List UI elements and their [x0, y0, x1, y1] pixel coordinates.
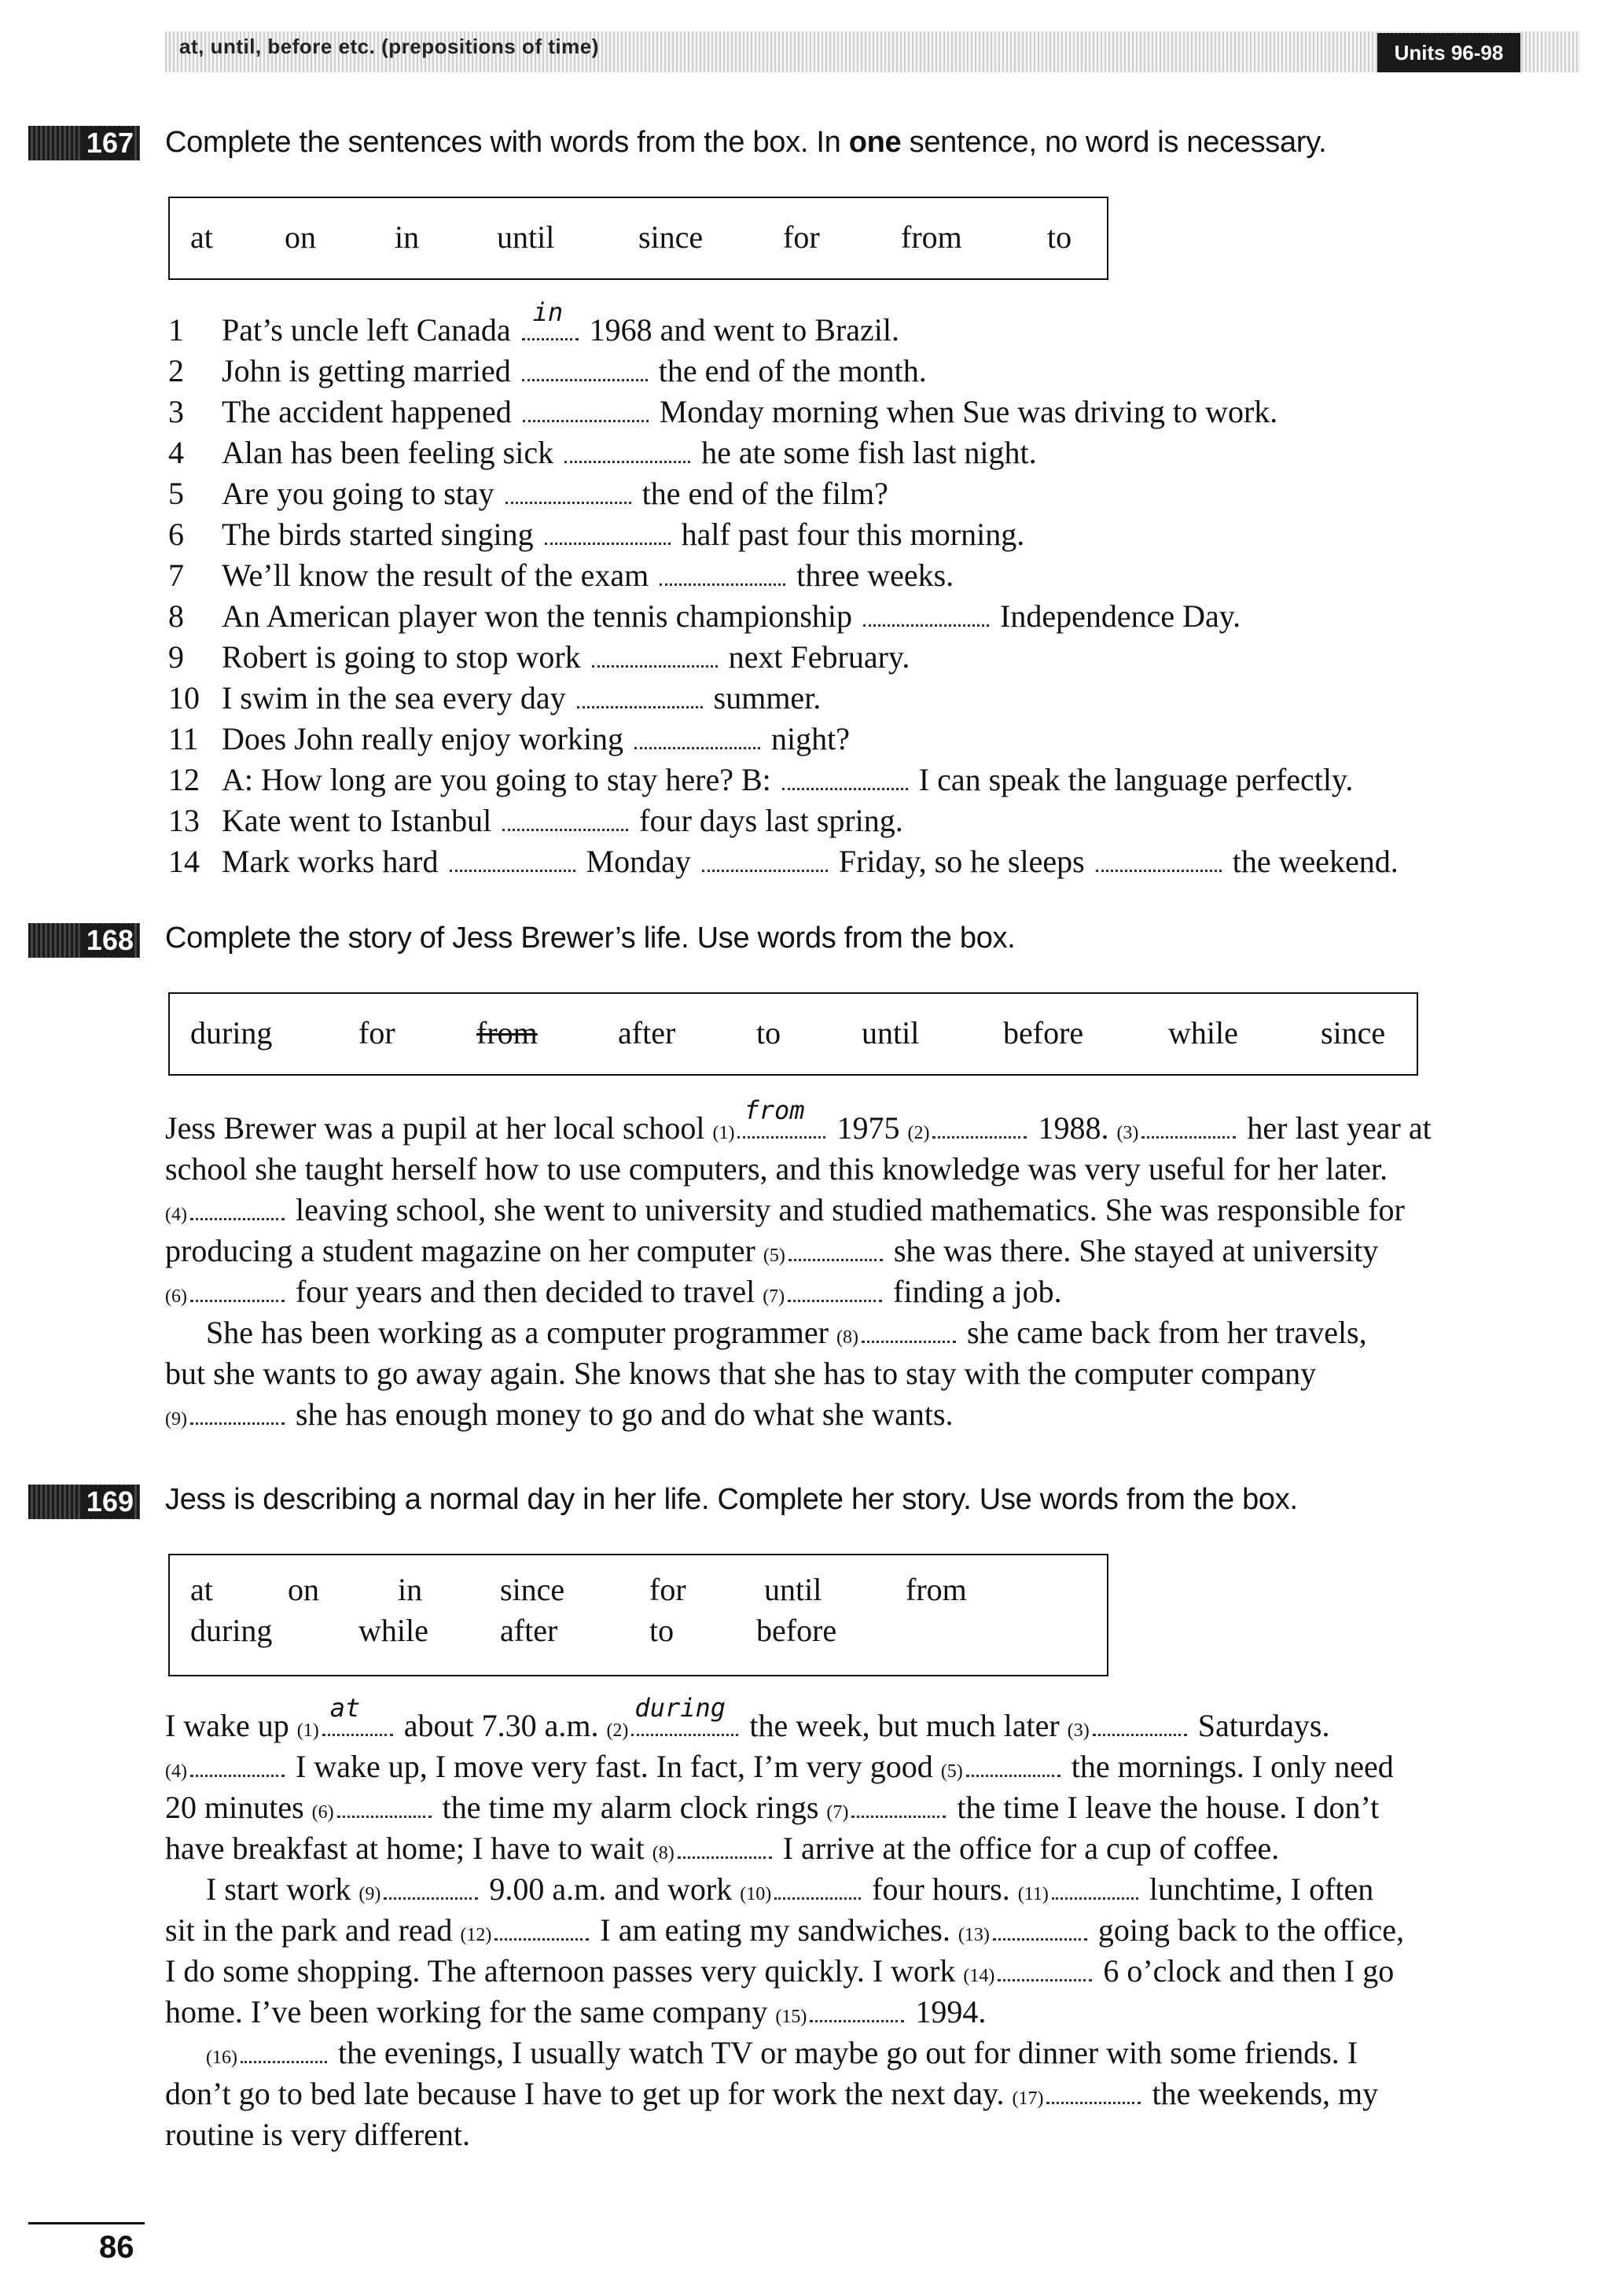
- sentence-text: John is getting married: [222, 353, 519, 388]
- sentence-3: [168, 392, 1277, 432]
- word-item: while: [358, 1613, 428, 1648]
- story-text: 9.00 a.m. and work: [489, 1871, 733, 1907]
- story-text: don’t go to bed late because I have to get up for work the next day.: [165, 2076, 1005, 2111]
- word-item: for: [783, 219, 820, 255]
- answer-gap[interactable]: [810, 1998, 904, 2022]
- answer-gap[interactable]: [993, 1916, 1087, 1941]
- word-item: until: [862, 1015, 920, 1050]
- sentence-number: 8: [168, 598, 184, 634]
- story-text: 20 minutes: [165, 1790, 304, 1825]
- instruction-text: sentence, no word is necessary.: [901, 126, 1327, 159]
- handwritten-answer: in: [532, 297, 564, 327]
- answer-gap[interactable]: [505, 480, 631, 504]
- story169-line-6: [165, 1911, 1404, 1950]
- story-text: four hours.: [872, 1871, 1010, 1907]
- sentence-10: [168, 679, 821, 718]
- word-item: before: [756, 1613, 837, 1648]
- word-item: since: [1321, 1015, 1386, 1050]
- answer-gap[interactable]: [634, 725, 760, 749]
- sentence-text: night?: [763, 721, 850, 756]
- sentence-13: [168, 801, 903, 841]
- gap-label: (15): [775, 2007, 807, 2027]
- answer-gap[interactable]: [564, 439, 690, 463]
- word-item: from: [906, 1572, 967, 1607]
- story168-line-6: [206, 1313, 1367, 1352]
- gap-label: (14): [963, 1966, 995, 1986]
- story-text: but she wants to go away again. She knows that she has to stay with the computer company: [165, 1356, 1317, 1391]
- gap-label: (6): [165, 1286, 187, 1307]
- gap-label: (9): [358, 1884, 381, 1904]
- word-box-168: [168, 992, 1418, 1076]
- story-text: her last year at: [1247, 1110, 1432, 1146]
- answer-gap[interactable]: [702, 848, 828, 872]
- story169-line-5: [206, 1870, 1373, 1909]
- answer-gap[interactable]: [190, 1196, 285, 1220]
- story-text: I am eating my sandwiches.: [600, 1912, 950, 1948]
- word-item: for: [358, 1015, 395, 1050]
- answer-gap[interactable]: [337, 1794, 432, 1818]
- word-item: until: [497, 219, 555, 255]
- gap-label: (2): [606, 1720, 629, 1741]
- word-item: after: [618, 1015, 676, 1050]
- story-text: four years and then decided to travel: [295, 1274, 755, 1309]
- story-text: the time my alarm clock rings: [442, 1790, 819, 1825]
- sentence-14: [168, 842, 1399, 881]
- answer-gap[interactable]: [1052, 1875, 1138, 1900]
- answer-gap[interactable]: [450, 848, 575, 872]
- answer-gap[interactable]: [522, 357, 648, 381]
- story-text: She has been working as a computer programmer: [206, 1315, 829, 1350]
- story-text: home. I’ve been working for the same company: [165, 1994, 768, 2029]
- sentence-text: 1968 and went to Brazil.: [581, 312, 900, 348]
- answer-gap[interactable]: [190, 1753, 285, 1777]
- answer-gap[interactable]: [190, 1278, 285, 1302]
- story-text: Saturdays.: [1197, 1708, 1330, 1743]
- sentence-text: the end of the month.: [650, 353, 927, 388]
- sentence-text: The birds started singing: [222, 517, 542, 552]
- story-text: have breakfast at home; I have to wait: [165, 1831, 645, 1866]
- story-text: 1988.: [1038, 1110, 1109, 1146]
- gap-label: (4): [165, 1761, 187, 1782]
- story-text: about 7.30 a.m.: [403, 1708, 599, 1743]
- word-item: at: [190, 219, 213, 255]
- story-text: the weekends, my: [1152, 2076, 1379, 2111]
- word-box-169: [168, 1554, 1108, 1676]
- story169-line-9: [206, 2033, 1358, 2073]
- sentence-text: he ate some fish last night.: [693, 435, 1037, 470]
- story-text: she has enough money to go and do what she wants.: [295, 1396, 954, 1432]
- answer-gap[interactable]: [1141, 1114, 1236, 1139]
- gap-label: (2): [907, 1123, 930, 1143]
- exercise-168-number: 168: [82, 924, 134, 957]
- answer-gap[interactable]: [384, 1875, 478, 1900]
- word-item: after: [500, 1613, 558, 1648]
- story169-line-1: [165, 1693, 1330, 1746]
- sentence-number: 6: [168, 517, 184, 552]
- answer-gap[interactable]: [494, 1916, 589, 1941]
- story-text: 1994.: [915, 1994, 987, 2029]
- exercise-168-instruction: Complete the story of Jess Brewer’s life. Use words from the box.: [165, 922, 1016, 955]
- answer-gap[interactable]: [788, 1237, 883, 1261]
- sentence-text: four days last spring.: [631, 803, 903, 838]
- gap-label: (3): [1067, 1720, 1090, 1741]
- sentence-text: Friday, so he sleeps: [830, 844, 1093, 879]
- story-text: the time I leave the house. I don’t: [957, 1790, 1380, 1825]
- story-text: going back to the office,: [1097, 1912, 1404, 1948]
- exercise-169-instruction: Jess is describing a normal day in her life. Complete her story. Use words from the box.: [165, 1483, 1298, 1516]
- gap-label: (17): [1012, 2088, 1044, 2109]
- gap-label: (16): [206, 2048, 237, 2068]
- gap-label: (5): [763, 1246, 785, 1266]
- sentence-11: [168, 719, 850, 759]
- word-item: in: [398, 1572, 423, 1607]
- story168-line-4: [165, 1231, 1378, 1271]
- gap-label: (13): [958, 1925, 990, 1945]
- sentence-number: 3: [168, 394, 184, 429]
- sentence-number: 12: [168, 762, 200, 797]
- word-item-crossed: from: [476, 1015, 538, 1050]
- answer-gap[interactable]: [1093, 1712, 1187, 1736]
- story-text: 6 o’clock and then I go: [1103, 1953, 1395, 1989]
- word-item: from: [901, 219, 962, 255]
- sentence-text: I swim in the sea every day: [222, 680, 574, 716]
- sentence-9: [168, 638, 910, 677]
- story-text: lunchtime, I often: [1149, 1871, 1374, 1907]
- answer-gap[interactable]: [241, 2039, 327, 2063]
- answer-gap[interactable]: [1046, 2080, 1141, 2104]
- sentence-text: We’ll know the result of the exam: [222, 557, 657, 593]
- story169-line-3: [165, 1788, 1379, 1827]
- story169-line-11: [165, 2115, 470, 2154]
- answer-gap[interactable]: [577, 684, 703, 708]
- word-item: since: [638, 219, 704, 255]
- sentence-number: 13: [168, 803, 200, 838]
- sentence-text: summer.: [705, 680, 822, 716]
- sentence-text: A: How long are you going to stay here? B:: [222, 762, 779, 797]
- word-item: to: [756, 1015, 781, 1050]
- answer-gap[interactable]: [631, 1693, 738, 1736]
- story-text: leaving school, she went to university and studied mathematics. She was responsible for: [295, 1192, 1405, 1227]
- answer-gap[interactable]: [545, 521, 671, 545]
- story-text: producing a student magazine on her computer: [165, 1233, 755, 1268]
- sentence-number: 1: [168, 312, 184, 348]
- word-box-167: [168, 197, 1108, 280]
- word-item: on: [288, 1572, 319, 1607]
- story168-line-7: [165, 1354, 1316, 1393]
- sentence-5: [168, 474, 888, 513]
- sentence-number: 10: [168, 680, 200, 716]
- story-text: I wake up: [165, 1708, 289, 1743]
- sentence-2: [168, 351, 927, 391]
- sentence-text: the weekend.: [1224, 844, 1399, 879]
- gap-label: (7): [763, 1286, 785, 1307]
- story-text: she was there. She stayed at university: [893, 1233, 1379, 1268]
- sentence-text: Monday: [578, 844, 699, 879]
- answer-gap[interactable]: [774, 1875, 861, 1900]
- gap-label: (5): [940, 1761, 963, 1782]
- answer-gap[interactable]: [322, 1693, 393, 1736]
- sentence-7: [168, 556, 954, 595]
- answer-gap[interactable]: [660, 561, 785, 586]
- sentence-text: Alan has been feeling sick: [222, 435, 562, 470]
- answer-gap[interactable]: [523, 398, 649, 422]
- story-text: the evenings, I usually watch TV or maybe go out for dinner with some friends. I: [337, 2035, 1358, 2070]
- word-item: until: [764, 1572, 822, 1607]
- handwritten-answer: during: [634, 1693, 726, 1723]
- story169-line-10: [165, 2074, 1378, 2114]
- gap-label: (6): [311, 1802, 334, 1823]
- handwritten-answer: at: [329, 1693, 361, 1723]
- sentence-text: Kate went to Istanbul: [222, 803, 500, 838]
- story168-line-5: [165, 1272, 1062, 1312]
- gap-label: (7): [826, 1802, 849, 1823]
- word-item: while: [1168, 1015, 1238, 1050]
- answer-gap[interactable]: [190, 1400, 285, 1425]
- page-number-rule: [28, 2222, 145, 2224]
- answer-gap[interactable]: [592, 643, 718, 668]
- exercise-169-badge: [28, 1485, 140, 1519]
- sentence-number: 5: [168, 476, 184, 511]
- gap-label: (12): [460, 1925, 492, 1945]
- story169-line-7: [165, 1952, 1394, 1991]
- word-item: during: [190, 1015, 273, 1050]
- word-item: to: [1047, 219, 1072, 255]
- sentence-number: 2: [168, 353, 184, 388]
- units-tab: Units 96-98: [1377, 33, 1520, 72]
- story-text: sit in the park and read: [165, 1912, 453, 1948]
- sentence-number: 9: [168, 639, 184, 675]
- word-item: during: [190, 1613, 273, 1648]
- word-item: on: [285, 219, 316, 255]
- story-text: the mornings. I only need: [1071, 1749, 1394, 1784]
- answer-gap[interactable]: [737, 1095, 825, 1139]
- answer-gap[interactable]: [863, 602, 989, 627]
- story-text: Jess Brewer was a pupil at her local school: [165, 1110, 705, 1146]
- gap-label: (8): [836, 1327, 858, 1348]
- gap-label: (1): [712, 1123, 735, 1143]
- story-text: routine is very different.: [165, 2117, 471, 2152]
- sentence-8: [168, 597, 1241, 636]
- exercise-167-instruction: [165, 126, 1326, 160]
- answer-gap[interactable]: [851, 1794, 946, 1818]
- gap-label: (9): [165, 1409, 187, 1429]
- story168-line-1: [165, 1095, 1432, 1148]
- answer-gap[interactable]: [502, 807, 628, 831]
- story169-line-2: [165, 1747, 1394, 1786]
- sentence-text: Does John really enjoy working: [222, 721, 632, 756]
- word-item: in: [395, 219, 420, 255]
- section-title: at, until, before etc. (prepositions of time): [179, 35, 599, 58]
- answer-gap[interactable]: [678, 1834, 772, 1859]
- sentence-1: [168, 297, 900, 350]
- word-item: since: [500, 1572, 565, 1607]
- answer-gap[interactable]: [998, 1957, 1092, 1981]
- word-item: to: [649, 1613, 675, 1648]
- word-item: at: [190, 1572, 213, 1607]
- sentence-text: the end of the film?: [634, 476, 888, 511]
- sentence-text: Mark works hard: [222, 844, 447, 879]
- story-text: 1975: [836, 1110, 900, 1146]
- answer-gap[interactable]: [862, 1319, 956, 1343]
- instruction-bold: one: [848, 126, 902, 159]
- story169-line-4: [165, 1829, 1279, 1868]
- sentence-6: [168, 515, 1024, 554]
- sentence-text: Are you going to stay: [222, 476, 502, 511]
- sentence-text: Pat’s uncle left Canada: [222, 312, 519, 348]
- story-text: school she taught herself how to use computers, and this knowledge was very useful for her later.: [165, 1151, 1388, 1187]
- answer-gap[interactable]: [1096, 848, 1222, 872]
- sentence-text: I can speak the language perfectly.: [910, 762, 1354, 797]
- story-text: the week, but much later: [749, 1708, 1060, 1743]
- answer-gap[interactable]: [788, 1278, 882, 1302]
- gap-label: (1): [296, 1720, 319, 1741]
- story169-line-8: [165, 1992, 986, 2032]
- sentence-text: next February.: [720, 639, 910, 675]
- story-text: finding a job.: [893, 1274, 1062, 1309]
- answer-gap[interactable]: [932, 1114, 1027, 1139]
- instruction-text: Complete the sentences with words from the box. In: [165, 126, 849, 159]
- sentence-text: Monday morning when Sue was driving to work.: [651, 394, 1278, 429]
- sentence-text: An American player won the tennis championship: [222, 598, 861, 634]
- sentence-4: [168, 433, 1037, 473]
- word-item: before: [1003, 1015, 1084, 1050]
- page-number: 86: [99, 2230, 134, 2265]
- gap-label: (3): [1116, 1123, 1139, 1143]
- story168-line-8: [165, 1395, 954, 1434]
- story168-line-2: [165, 1150, 1388, 1189]
- gap-label: (8): [652, 1843, 675, 1864]
- answer-gap[interactable]: [966, 1753, 1060, 1777]
- sentence-text: The accident happened: [222, 394, 520, 429]
- story-text: I arrive at the office for a cup of coffee.: [782, 1831, 1280, 1866]
- answer-gap[interactable]: [782, 766, 908, 790]
- sentence-text: Robert is going to stop work: [222, 639, 589, 675]
- sentence-text: three weeks.: [788, 557, 954, 593]
- sentence-number: 14: [168, 844, 200, 879]
- story-text: I do some shopping. The afternoon passes very quickly. I work: [165, 1953, 956, 1989]
- gap-label: (10): [740, 1884, 772, 1904]
- gap-label: (11): [1017, 1884, 1049, 1904]
- sentence-number: 4: [168, 435, 184, 470]
- answer-gap[interactable]: [522, 297, 579, 340]
- gap-label: (4): [165, 1205, 187, 1225]
- sentence-text: Independence Day.: [992, 598, 1241, 634]
- exercise-168-badge: [28, 923, 140, 958]
- word-item: for: [649, 1572, 686, 1607]
- story-text: she came back from her travels,: [966, 1315, 1367, 1350]
- story168-line-3: [165, 1190, 1405, 1230]
- sentence-text: half past four this morning.: [673, 517, 1025, 552]
- sentence-number: 7: [168, 557, 184, 593]
- story-text: I wake up, I move very fast. In fact, I’m very good: [295, 1749, 933, 1784]
- sentence-12: [168, 760, 1353, 800]
- handwritten-answer: from: [744, 1095, 805, 1125]
- exercise-167-number: 167: [82, 127, 134, 160]
- exercise-167-badge: [28, 126, 140, 160]
- sentence-number: 11: [168, 721, 199, 756]
- exercise-169-number: 169: [82, 1485, 134, 1518]
- story-text: I start work: [206, 1871, 351, 1907]
